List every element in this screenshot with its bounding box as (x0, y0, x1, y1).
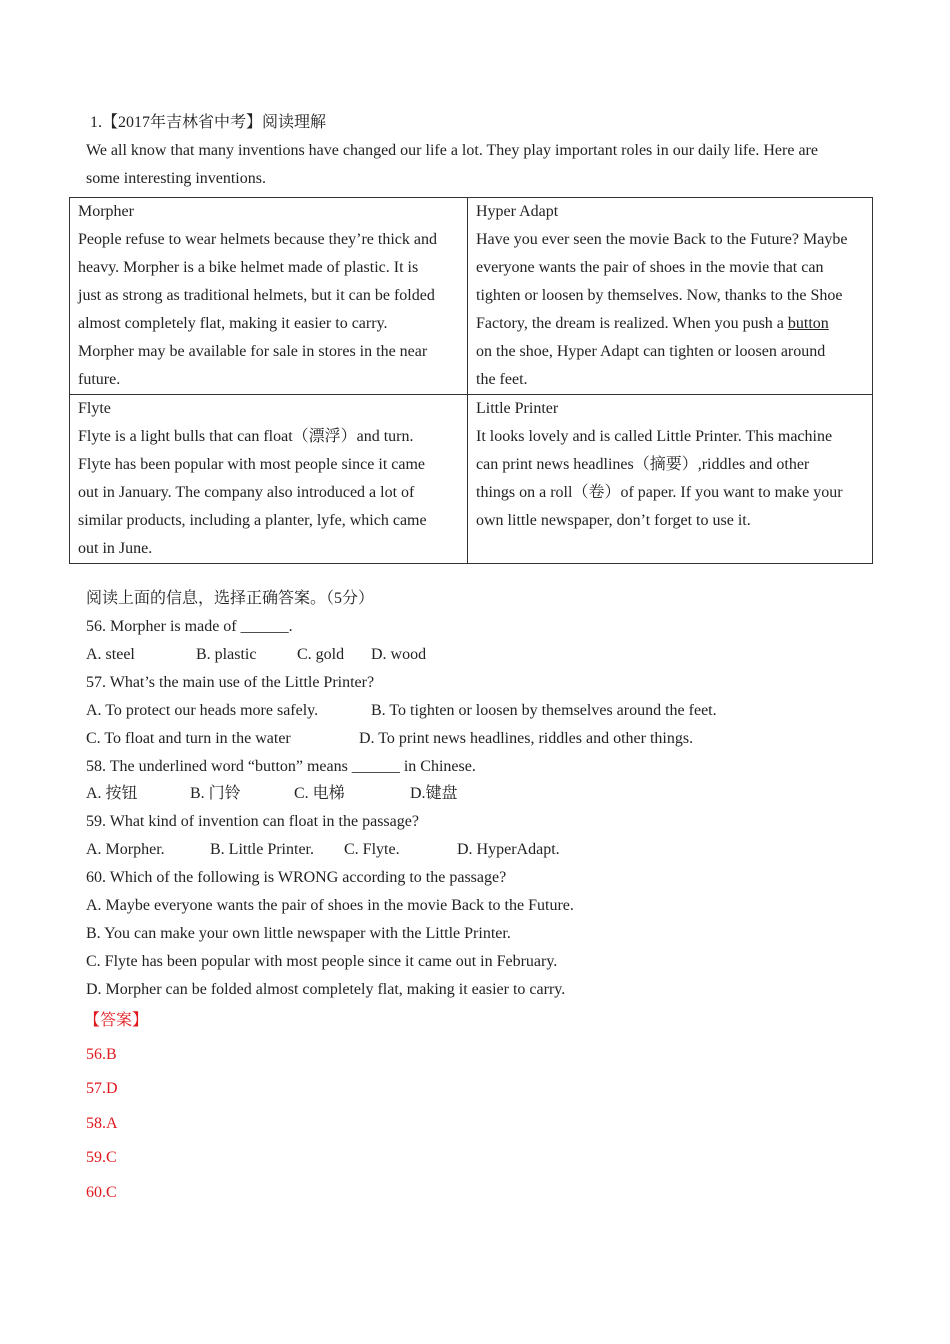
morpher-cell (70, 198, 468, 395)
question-60-option-d: D. Morpher can be folded almost completely flat, making it easier to carry. (86, 981, 566, 998)
little-printer-line: things on a roll（卷）of paper. If you want to make your (476, 484, 843, 501)
intro-line-2: some interesting inventions. (86, 170, 266, 187)
hyper-adapt-line: Have you ever seen the movie Back to the Future? Maybe (476, 231, 848, 248)
question-57-stem: 57. What’s the main use of the Little Printer? (86, 674, 375, 691)
hyper-adapt-line: everyone wants the pair of shoes in the movie that can (476, 259, 824, 276)
question-60-option-c: C. Flyte has been popular with most people since it came out in February. (86, 953, 558, 970)
question-57-option-b: B. To tighten or loosen by themselves around the feet. (371, 702, 717, 719)
question-57-option-d: D. To print news headlines, riddles and other things. (359, 730, 694, 747)
flyte-line: out in January. The company also introduced a lot of (78, 484, 415, 501)
question-59-option-c: C. Flyte. (344, 841, 400, 858)
hyper-adapt-line (476, 310, 864, 338)
answer-57: 57.D (86, 1080, 118, 1097)
answer-label: 【答案】 (84, 1012, 149, 1029)
question-59-option-a: A. Morpher. (86, 841, 165, 858)
question-60-stem: 60. Which of the following is WRONG according to the passage? (86, 869, 507, 886)
question-56-option-d: D. wood (371, 646, 427, 663)
flyte-title: Flyte (78, 400, 111, 417)
hyper-adapt-line-text: Factory, the dream is realized. When you push a (476, 315, 788, 332)
question-59-option-b: B. Little Printer. (210, 841, 314, 858)
flyte-line: out in June. (78, 540, 153, 557)
inventions-table (69, 197, 873, 564)
flyte-line: similar products, including a planter, lyfe, which came (78, 512, 427, 529)
answer-59: 59.C (86, 1149, 117, 1166)
morpher-line: People refuse to wear helmets because they’re thick and (78, 231, 437, 248)
flyte-line: Flyte has been popular with most people since it came (78, 456, 426, 473)
question-56-option-a: A. steel (86, 646, 135, 663)
question-59-option-d: D. HyperAdapt. (457, 841, 560, 858)
hyper-adapt-line: on the shoe, Hyper Adapt can tighten or loosen around (476, 343, 826, 360)
morpher-line: heavy. Morpher is a bike helmet made of plastic. It is (78, 259, 419, 276)
little-printer-title: Little Printer (476, 400, 559, 417)
question-58-option-c: C. 电梯 (294, 785, 345, 802)
morpher-line: future. (78, 371, 121, 388)
flyte-cell (70, 395, 468, 564)
question-58-option-d: D.键盘 (410, 785, 458, 802)
question-60-option-a: A. Maybe everyone wants the pair of shoes in the movie Back to the Future. (86, 897, 574, 914)
hyper-adapt-cell (468, 198, 873, 395)
question-56-stem: 56. Morpher is made of ______. (86, 618, 293, 635)
morpher-line: almost completely flat, making it easier to carry. (78, 315, 388, 332)
question-59-stem: 59. What kind of invention can float in the passage? (86, 813, 419, 830)
little-printer-line: It looks lovely and is called Little Printer. This machine (476, 428, 833, 445)
little-printer-line: can print news headlines（摘要）,riddles and other (476, 456, 810, 473)
hyper-adapt-line: tighten or loosen by themselves. Now, thanks to the Shoe (476, 287, 843, 304)
page-title: 1.【2017年吉林省中考】阅读理解 (90, 114, 327, 131)
underlined-word-button: button (787, 315, 829, 332)
hyper-adapt-title: Hyper Adapt (476, 203, 559, 220)
little-printer-cell (468, 395, 873, 564)
question-57-option-a: A. To protect our heads more safely. (86, 702, 319, 719)
morpher-line: Morpher may be available for sale in stores in the near (78, 343, 428, 360)
answer-60: 60.C (86, 1184, 117, 1201)
little-printer-line: own little newspaper, don’t forget to use it. (476, 512, 751, 529)
intro-line-1: We all know that many inventions have changed our life a lot. They play important roles in our daily life. Here are (86, 142, 818, 159)
question-56-option-b: B. plastic (196, 646, 257, 663)
flyte-line: Flyte is a light bulls that can float（漂浮）and turn. (78, 428, 414, 445)
answer-56: 56.B (86, 1046, 117, 1063)
question-57-option-c: C. To float and turn in the water (86, 730, 291, 747)
question-56-option-c: C. gold (297, 646, 345, 663)
hyper-adapt-line: the feet. (476, 371, 528, 388)
answer-58: 58.A (86, 1115, 118, 1132)
question-58-stem: 58. The underlined word “button” means ______ in Chinese. (86, 758, 476, 775)
instruction: 阅读上面的信息，选择正确答案。（5分） (86, 590, 375, 607)
question-58-option-a: A. 按钮 (86, 785, 138, 802)
question-58-option-b: B. 门铃 (190, 785, 241, 802)
morpher-line: just as strong as traditional helmets, but it can be folded (78, 287, 435, 304)
morpher-title: Morpher (78, 203, 134, 220)
question-60-option-b: B. You can make your own little newspaper with the Little Printer. (86, 925, 511, 942)
